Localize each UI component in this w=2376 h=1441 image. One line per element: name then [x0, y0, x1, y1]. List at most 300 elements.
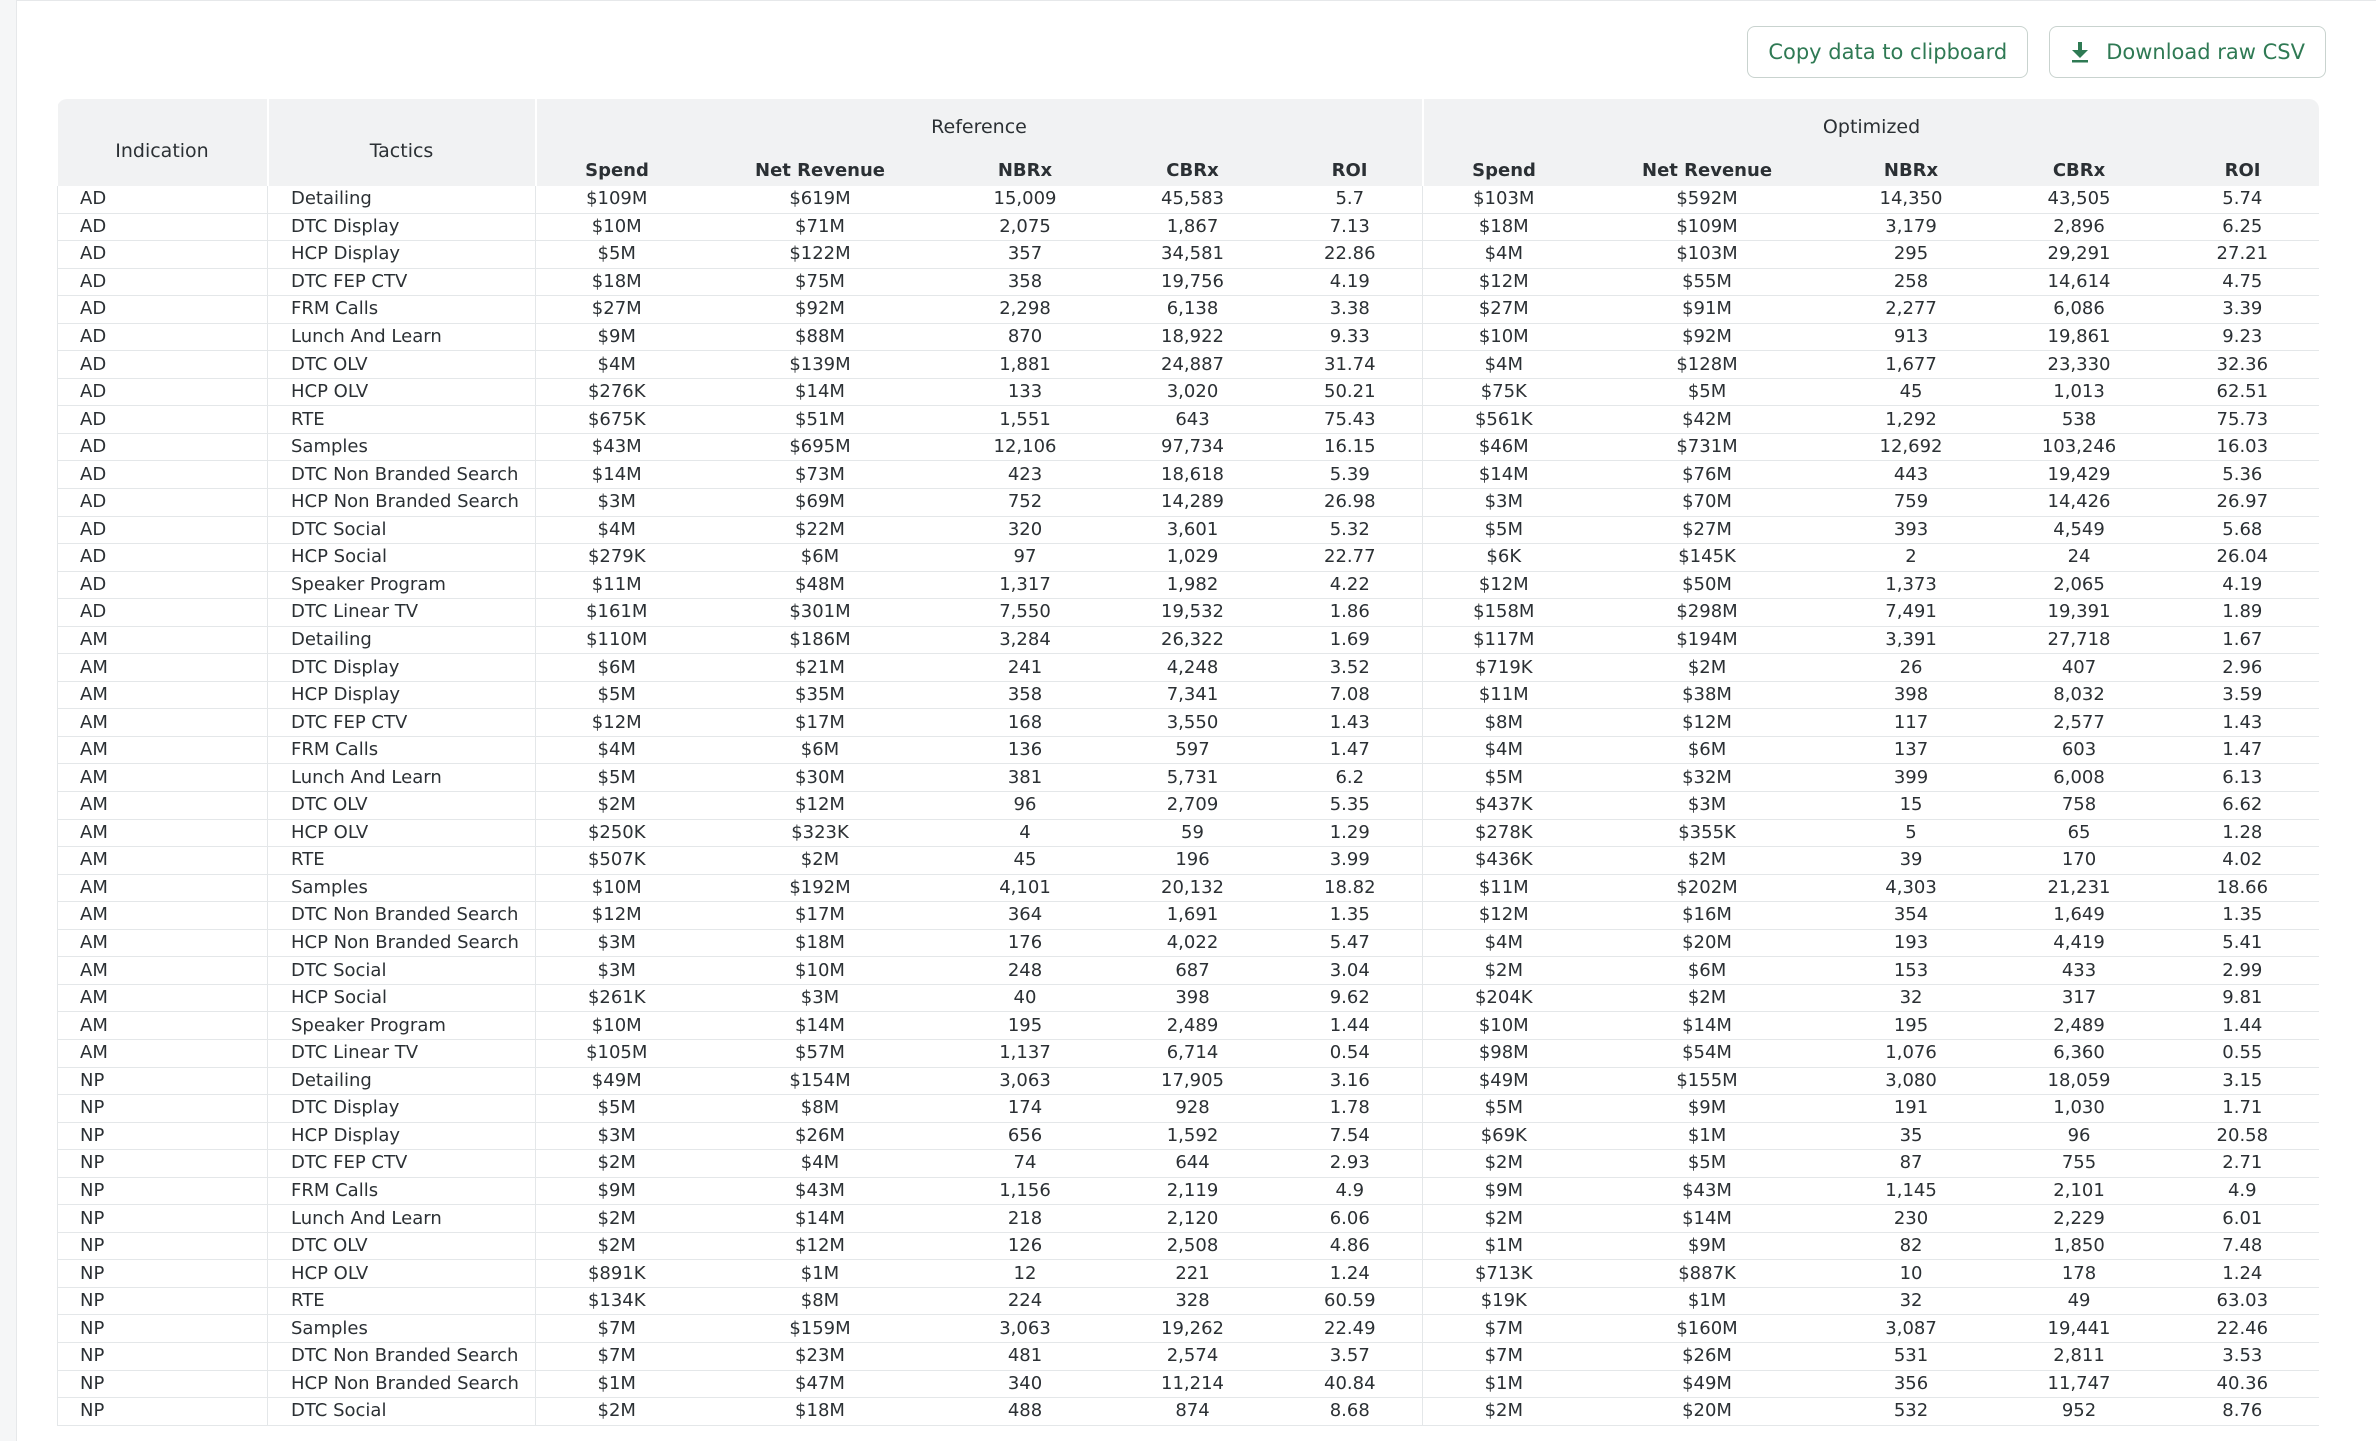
table-row — [58, 186, 2320, 213]
cell-reference-nbrx: 870 — [943, 323, 1108, 351]
copy-button-label: Copy data to clipboard — [1768, 40, 2008, 64]
header-reference-roi[interactable]: ROI — [1278, 154, 1423, 186]
cell-optimized-net-revenue: $27M — [1585, 516, 1830, 544]
cell-optimized-cbrx: 19,391 — [1993, 599, 2166, 627]
cell-reference-nbrx: 340 — [943, 1370, 1108, 1398]
header-optimized-roi[interactable]: ROI — [2166, 154, 2319, 186]
cell-optimized-spend: $69K — [1423, 1122, 1585, 1150]
cell-optimized-spend: $5M — [1423, 516, 1585, 544]
cell-reference-nbrx: 97 — [943, 544, 1108, 572]
cell-tactic: Detailing — [268, 626, 536, 654]
table-row — [58, 378, 2320, 406]
cell-optimized-roi: 18.66 — [2166, 874, 2319, 902]
cell-reference-cbrx: 6,714 — [1108, 1039, 1278, 1067]
cell-tactic: HCP Social — [268, 544, 536, 572]
cell-optimized-spend: $2M — [1423, 1205, 1585, 1233]
header-reference-nbrx[interactable]: NBRx — [943, 154, 1108, 186]
cell-optimized-spend: $3M — [1423, 489, 1585, 517]
cell-optimized-spend: $8M — [1423, 709, 1585, 737]
cell-reference-cbrx: 19,756 — [1108, 268, 1278, 296]
cell-optimized-spend: $10M — [1423, 323, 1585, 351]
cell-reference-spend: $5M — [536, 241, 698, 269]
cell-reference-cbrx: 97,734 — [1108, 433, 1278, 461]
cell-reference-net-revenue: $8M — [698, 1095, 943, 1123]
cell-reference-roi: 5.35 — [1278, 792, 1423, 820]
cell-reference-cbrx: 1,592 — [1108, 1122, 1278, 1150]
cell-optimized-spend: $27M — [1423, 296, 1585, 324]
cell-reference-roi: 22.49 — [1278, 1315, 1423, 1343]
cell-reference-spend: $261K — [536, 984, 698, 1012]
cell-reference-nbrx: 1,156 — [943, 1177, 1108, 1205]
cell-reference-nbrx: 96 — [943, 792, 1108, 820]
cell-optimized-nbrx: 12,692 — [1830, 433, 1993, 461]
cell-indication: AM — [58, 681, 268, 709]
cell-reference-net-revenue: $48M — [698, 571, 943, 599]
cell-reference-spend: $507K — [536, 847, 698, 875]
cell-optimized-roi: 22.46 — [2166, 1315, 2319, 1343]
cell-optimized-nbrx: 258 — [1830, 268, 1993, 296]
cell-reference-roi: 2.93 — [1278, 1150, 1423, 1178]
cell-tactic: HCP Display — [268, 241, 536, 269]
cell-optimized-roi: 9.81 — [2166, 984, 2319, 1012]
cell-reference-cbrx: 14,289 — [1108, 489, 1278, 517]
cell-indication: AD — [58, 516, 268, 544]
cell-reference-cbrx: 2,508 — [1108, 1232, 1278, 1260]
cell-reference-cbrx: 4,022 — [1108, 929, 1278, 957]
cell-reference-cbrx: 4,248 — [1108, 654, 1278, 682]
cell-reference-spend: $5M — [536, 764, 698, 792]
cell-optimized-spend: $436K — [1423, 847, 1585, 875]
header-reference-cbrx[interactable]: CBRx — [1108, 154, 1278, 186]
cell-indication: AM — [58, 929, 268, 957]
table-row — [58, 1315, 2320, 1343]
cell-reference-nbrx: 45 — [943, 847, 1108, 875]
table-row — [58, 957, 2320, 985]
cell-reference-net-revenue: $30M — [698, 764, 943, 792]
cell-reference-spend: $161M — [536, 599, 698, 627]
cell-reference-roi: 16.15 — [1278, 433, 1423, 461]
cell-optimized-nbrx: 3,391 — [1830, 626, 1993, 654]
cell-tactic: HCP Social — [268, 984, 536, 1012]
cell-reference-net-revenue: $71M — [698, 213, 943, 241]
cell-optimized-nbrx: 5 — [1830, 819, 1993, 847]
cell-reference-roi: 31.74 — [1278, 351, 1423, 379]
cell-tactic: DTC Linear TV — [268, 599, 536, 627]
cell-optimized-spend: $1M — [1423, 1232, 1585, 1260]
cell-reference-nbrx: 381 — [943, 764, 1108, 792]
cell-reference-spend: $276K — [536, 378, 698, 406]
cell-optimized-nbrx: 354 — [1830, 902, 1993, 930]
cell-optimized-nbrx: 195 — [1830, 1012, 1993, 1040]
cell-reference-spend: $5M — [536, 1095, 698, 1123]
cell-reference-roi: 6.2 — [1278, 764, 1423, 792]
cell-reference-net-revenue: $12M — [698, 1232, 943, 1260]
table-row — [58, 433, 2320, 461]
cell-indication: NP — [58, 1122, 268, 1150]
cell-reference-spend: $3M — [536, 489, 698, 517]
cell-optimized-cbrx: 2,577 — [1993, 709, 2166, 737]
cell-reference-roi: 1.44 — [1278, 1012, 1423, 1040]
header-indication[interactable]: Indication — [58, 99, 268, 186]
cell-indication: AM — [58, 984, 268, 1012]
cell-optimized-spend: $98M — [1423, 1039, 1585, 1067]
table-row — [58, 406, 2320, 434]
download-button-label: Download raw CSV — [2106, 40, 2305, 64]
cell-reference-roi: 18.82 — [1278, 874, 1423, 902]
cell-optimized-nbrx: 32 — [1830, 1287, 1993, 1315]
cell-reference-spend: $2M — [536, 1150, 698, 1178]
header-tactics[interactable]: Tactics — [268, 99, 536, 186]
cell-indication: AM — [58, 819, 268, 847]
cell-reference-net-revenue: $8M — [698, 1287, 943, 1315]
cell-optimized-cbrx: 11,747 — [1993, 1370, 2166, 1398]
cell-reference-nbrx: 168 — [943, 709, 1108, 737]
cell-optimized-spend: $6K — [1423, 544, 1585, 572]
cell-optimized-spend: $14M — [1423, 461, 1585, 489]
cell-reference-nbrx: 1,137 — [943, 1039, 1108, 1067]
cell-indication: AD — [58, 489, 268, 517]
cell-reference-cbrx: 687 — [1108, 957, 1278, 985]
cell-optimized-net-revenue: $160M — [1585, 1315, 1830, 1343]
cell-reference-net-revenue: $26M — [698, 1122, 943, 1150]
cell-reference-net-revenue: $14M — [698, 1205, 943, 1233]
cell-reference-roi: 4.22 — [1278, 571, 1423, 599]
cell-reference-net-revenue: $1M — [698, 1260, 943, 1288]
cell-indication: AM — [58, 764, 268, 792]
cell-tactic: DTC Non Branded Search — [268, 461, 536, 489]
header-optimized-nbrx[interactable]: NBRx — [1830, 154, 1993, 186]
cell-optimized-nbrx: 443 — [1830, 461, 1993, 489]
cell-reference-spend: $43M — [536, 433, 698, 461]
cell-reference-nbrx: 4,101 — [943, 874, 1108, 902]
cell-reference-nbrx: 3,063 — [943, 1067, 1108, 1095]
cell-reference-net-revenue: $6M — [698, 736, 943, 764]
cell-tactic: DTC Display — [268, 213, 536, 241]
cell-optimized-roi: 32.36 — [2166, 351, 2319, 379]
cell-reference-roi: 5.32 — [1278, 516, 1423, 544]
cell-reference-roi: 5.39 — [1278, 461, 1423, 489]
cell-reference-net-revenue: $51M — [698, 406, 943, 434]
cell-optimized-cbrx: 1,649 — [1993, 902, 2166, 930]
cell-optimized-cbrx: 603 — [1993, 736, 2166, 764]
cell-optimized-roi: 6.01 — [2166, 1205, 2319, 1233]
cell-reference-cbrx: 5,731 — [1108, 764, 1278, 792]
cell-reference-roi: 75.43 — [1278, 406, 1423, 434]
cell-optimized-net-revenue: $6M — [1585, 957, 1830, 985]
cell-optimized-spend: $103M — [1423, 186, 1585, 213]
header-optimized-spend[interactable]: Spend — [1423, 154, 1585, 186]
cell-optimized-roi: 3.59 — [2166, 681, 2319, 709]
cell-optimized-roi: 26.04 — [2166, 544, 2319, 572]
cell-optimized-net-revenue: $145K — [1585, 544, 1830, 572]
cell-optimized-roi: 9.23 — [2166, 323, 2319, 351]
cell-optimized-roi: 20.58 — [2166, 1122, 2319, 1150]
cell-reference-nbrx: 224 — [943, 1287, 1108, 1315]
cell-optimized-net-revenue: $202M — [1585, 874, 1830, 902]
cell-optimized-cbrx: 538 — [1993, 406, 2166, 434]
cell-optimized-net-revenue: $109M — [1585, 213, 1830, 241]
cell-optimized-roi: 40.36 — [2166, 1370, 2319, 1398]
cell-optimized-cbrx: 21,231 — [1993, 874, 2166, 902]
results-table — [57, 99, 2319, 1426]
cell-reference-cbrx: 1,867 — [1108, 213, 1278, 241]
cell-tactic: HCP Non Branded Search — [268, 1370, 536, 1398]
cell-optimized-roi: 26.97 — [2166, 489, 2319, 517]
cell-optimized-net-revenue: $14M — [1585, 1205, 1830, 1233]
cell-reference-spend: $2M — [536, 1205, 698, 1233]
table-row — [58, 1012, 2320, 1040]
cell-indication: AD — [58, 323, 268, 351]
page-container — [16, 0, 2376, 1441]
cell-optimized-roi: 1.71 — [2166, 1095, 2319, 1123]
cell-reference-roi: 1.47 — [1278, 736, 1423, 764]
cell-reference-net-revenue: $301M — [698, 599, 943, 627]
cell-reference-cbrx: 2,120 — [1108, 1205, 1278, 1233]
cell-optimized-roi: 6.13 — [2166, 764, 2319, 792]
cell-reference-nbrx: 218 — [943, 1205, 1108, 1233]
cell-tactic: Lunch And Learn — [268, 1205, 536, 1233]
cell-tactic: HCP Display — [268, 1122, 536, 1150]
cell-reference-roi: 7.54 — [1278, 1122, 1423, 1150]
cell-indication: NP — [58, 1067, 268, 1095]
cell-reference-roi: 9.62 — [1278, 984, 1423, 1012]
table-body — [58, 186, 2320, 1425]
cell-tactic: FRM Calls — [268, 1177, 536, 1205]
cell-indication: AM — [58, 957, 268, 985]
cell-optimized-spend: $117M — [1423, 626, 1585, 654]
cell-reference-roi: 22.77 — [1278, 544, 1423, 572]
cell-optimized-nbrx: 399 — [1830, 764, 1993, 792]
cell-tactic: Lunch And Learn — [268, 764, 536, 792]
cell-reference-roi: 1.29 — [1278, 819, 1423, 847]
cell-reference-cbrx: 18,618 — [1108, 461, 1278, 489]
cell-optimized-roi: 2.99 — [2166, 957, 2319, 985]
cell-indication: AD — [58, 296, 268, 324]
cell-optimized-net-revenue: $16M — [1585, 902, 1830, 930]
cell-reference-net-revenue: $18M — [698, 929, 943, 957]
cell-reference-net-revenue: $10M — [698, 957, 943, 985]
header-group-optimized: Optimized — [1423, 99, 2319, 154]
cell-reference-roi: 9.33 — [1278, 323, 1423, 351]
cell-reference-nbrx: 4 — [943, 819, 1108, 847]
cell-reference-nbrx: 2,075 — [943, 213, 1108, 241]
cell-tactic: DTC Non Branded Search — [268, 1342, 536, 1370]
cell-optimized-spend: $7M — [1423, 1342, 1585, 1370]
cell-optimized-nbrx: 531 — [1830, 1342, 1993, 1370]
cell-tactic: Detailing — [268, 1067, 536, 1095]
table-row — [58, 1370, 2320, 1398]
cell-reference-net-revenue: $192M — [698, 874, 943, 902]
table-row — [58, 516, 2320, 544]
cell-optimized-cbrx: 8,032 — [1993, 681, 2166, 709]
table-row — [58, 764, 2320, 792]
cell-reference-cbrx: 597 — [1108, 736, 1278, 764]
cell-reference-spend: $4M — [536, 351, 698, 379]
cell-reference-spend: $2M — [536, 792, 698, 820]
table-row — [58, 1095, 2320, 1123]
cell-reference-spend: $10M — [536, 213, 698, 241]
cell-optimized-net-revenue: $20M — [1585, 929, 1830, 957]
cell-optimized-spend: $437K — [1423, 792, 1585, 820]
header-reference-spend[interactable]: Spend — [536, 154, 698, 186]
cell-reference-cbrx: 19,262 — [1108, 1315, 1278, 1343]
table-row — [58, 571, 2320, 599]
cell-reference-roi: 5.7 — [1278, 186, 1423, 213]
cell-reference-cbrx: 2,709 — [1108, 792, 1278, 820]
cell-tactic: RTE — [268, 406, 536, 434]
cell-reference-spend: $10M — [536, 1012, 698, 1040]
cell-reference-nbrx: 358 — [943, 681, 1108, 709]
cell-reference-spend: $4M — [536, 736, 698, 764]
cell-optimized-net-revenue: $32M — [1585, 764, 1830, 792]
cell-reference-roi: 3.04 — [1278, 957, 1423, 985]
cell-optimized-cbrx: 6,086 — [1993, 296, 2166, 324]
cell-tactic: FRM Calls — [268, 296, 536, 324]
cell-indication: NP — [58, 1370, 268, 1398]
cell-tactic: RTE — [268, 847, 536, 875]
cell-optimized-spend: $278K — [1423, 819, 1585, 847]
cell-reference-spend: $9M — [536, 323, 698, 351]
cell-optimized-nbrx: 45 — [1830, 378, 1993, 406]
cell-optimized-nbrx: 1,373 — [1830, 571, 1993, 599]
cell-reference-cbrx: 26,322 — [1108, 626, 1278, 654]
cell-optimized-net-revenue: $103M — [1585, 241, 1830, 269]
cell-indication: AD — [58, 544, 268, 572]
cell-reference-net-revenue: $17M — [698, 709, 943, 737]
cell-optimized-cbrx: 2,229 — [1993, 1205, 2166, 1233]
cell-reference-spend: $9M — [536, 1177, 698, 1205]
cell-optimized-nbrx: 398 — [1830, 681, 1993, 709]
table-row — [58, 351, 2320, 379]
cell-indication: AM — [58, 709, 268, 737]
cell-optimized-cbrx: 18,059 — [1993, 1067, 2166, 1095]
header-reference-net-revenue[interactable]: Net Revenue — [698, 154, 943, 186]
cell-tactic: Samples — [268, 433, 536, 461]
cell-optimized-nbrx: 356 — [1830, 1370, 1993, 1398]
cell-reference-nbrx: 1,317 — [943, 571, 1108, 599]
cell-reference-nbrx: 364 — [943, 902, 1108, 930]
cell-reference-nbrx: 40 — [943, 984, 1108, 1012]
table-row — [58, 929, 2320, 957]
cell-reference-cbrx: 6,138 — [1108, 296, 1278, 324]
cell-optimized-spend: $2M — [1423, 1150, 1585, 1178]
cell-reference-nbrx: 74 — [943, 1150, 1108, 1178]
cell-optimized-spend: $158M — [1423, 599, 1585, 627]
cell-optimized-net-revenue: $6M — [1585, 736, 1830, 764]
download-csv-button[interactable] — [2049, 26, 2326, 78]
cell-optimized-roi: 7.48 — [2166, 1232, 2319, 1260]
cell-optimized-net-revenue: $2M — [1585, 847, 1830, 875]
cell-reference-spend: $18M — [536, 268, 698, 296]
cell-optimized-spend: $7M — [1423, 1315, 1585, 1343]
table-row — [58, 1205, 2320, 1233]
cell-reference-net-revenue: $619M — [698, 186, 943, 213]
cell-optimized-nbrx: 3,179 — [1830, 213, 1993, 241]
cell-optimized-cbrx: 96 — [1993, 1122, 2166, 1150]
cell-tactic: RTE — [268, 1287, 536, 1315]
cell-optimized-roi: 3.15 — [2166, 1067, 2319, 1095]
cell-reference-cbrx: 874 — [1108, 1398, 1278, 1426]
cell-tactic: DTC FEP CTV — [268, 268, 536, 296]
cell-reference-spend: $14M — [536, 461, 698, 489]
cell-reference-net-revenue: $23M — [698, 1342, 943, 1370]
cell-reference-net-revenue: $14M — [698, 378, 943, 406]
table-row — [58, 984, 2320, 1012]
cell-indication: AD — [58, 571, 268, 599]
cell-tactic: Detailing — [268, 186, 536, 213]
cell-reference-net-revenue: $35M — [698, 681, 943, 709]
cell-optimized-cbrx: 1,850 — [1993, 1232, 2166, 1260]
cell-optimized-spend: $5M — [1423, 764, 1585, 792]
cell-reference-net-revenue: $43M — [698, 1177, 943, 1205]
cell-reference-net-revenue: $69M — [698, 489, 943, 517]
cell-reference-net-revenue: $122M — [698, 241, 943, 269]
cell-optimized-spend: $4M — [1423, 241, 1585, 269]
cell-reference-cbrx: 19,532 — [1108, 599, 1278, 627]
cell-indication: AD — [58, 378, 268, 406]
cell-optimized-spend: $10M — [1423, 1012, 1585, 1040]
cell-optimized-nbrx: 14,350 — [1830, 186, 1993, 213]
cell-reference-cbrx: 11,214 — [1108, 1370, 1278, 1398]
cell-optimized-nbrx: 10 — [1830, 1260, 1993, 1288]
table-row — [58, 296, 2320, 324]
cell-reference-cbrx: 34,581 — [1108, 241, 1278, 269]
cell-tactic: DTC Social — [268, 516, 536, 544]
cell-optimized-nbrx: 1,076 — [1830, 1039, 1993, 1067]
cell-reference-roi: 1.86 — [1278, 599, 1423, 627]
header-optimized-cbrx[interactable]: CBRx — [1993, 154, 2166, 186]
cell-optimized-roi: 6.25 — [2166, 213, 2319, 241]
cell-indication: NP — [58, 1232, 268, 1260]
cell-reference-roi: 3.38 — [1278, 296, 1423, 324]
cell-optimized-net-revenue: $76M — [1585, 461, 1830, 489]
cell-optimized-cbrx: 2,896 — [1993, 213, 2166, 241]
cell-reference-cbrx: 17,905 — [1108, 1067, 1278, 1095]
cell-optimized-cbrx: 1,030 — [1993, 1095, 2166, 1123]
results-table-container[interactable] — [57, 99, 2319, 1441]
cell-optimized-cbrx: 1,013 — [1993, 378, 2166, 406]
cell-optimized-spend: $2M — [1423, 957, 1585, 985]
cell-optimized-cbrx: 14,426 — [1993, 489, 2166, 517]
cell-reference-spend: $10M — [536, 874, 698, 902]
table-row — [58, 1122, 2320, 1150]
cell-reference-spend: $110M — [536, 626, 698, 654]
cell-reference-roi: 3.52 — [1278, 654, 1423, 682]
cell-optimized-net-revenue: $54M — [1585, 1039, 1830, 1067]
table-row — [58, 902, 2320, 930]
cell-reference-spend: $12M — [536, 709, 698, 737]
cell-optimized-spend: $49M — [1423, 1067, 1585, 1095]
cell-reference-cbrx: 1,691 — [1108, 902, 1278, 930]
cell-optimized-roi: 1.24 — [2166, 1260, 2319, 1288]
cell-reference-spend: $11M — [536, 571, 698, 599]
copy-to-clipboard-button[interactable] — [1747, 26, 2028, 78]
cell-optimized-nbrx: 137 — [1830, 736, 1993, 764]
cell-reference-net-revenue: $57M — [698, 1039, 943, 1067]
cell-indication: AD — [58, 268, 268, 296]
cell-optimized-nbrx: 4,303 — [1830, 874, 1993, 902]
cell-reference-spend: $7M — [536, 1315, 698, 1343]
cell-optimized-cbrx: 407 — [1993, 654, 2166, 682]
cell-reference-nbrx: 1,881 — [943, 351, 1108, 379]
cell-optimized-cbrx: 317 — [1993, 984, 2166, 1012]
header-optimized-net-revenue[interactable]: Net Revenue — [1585, 154, 1830, 186]
cell-optimized-net-revenue: $2M — [1585, 654, 1830, 682]
cell-optimized-cbrx: 6,360 — [1993, 1039, 2166, 1067]
cell-optimized-nbrx: 26 — [1830, 654, 1993, 682]
cell-optimized-nbrx: 2,277 — [1830, 296, 1993, 324]
cell-tactic: DTC Display — [268, 1095, 536, 1123]
